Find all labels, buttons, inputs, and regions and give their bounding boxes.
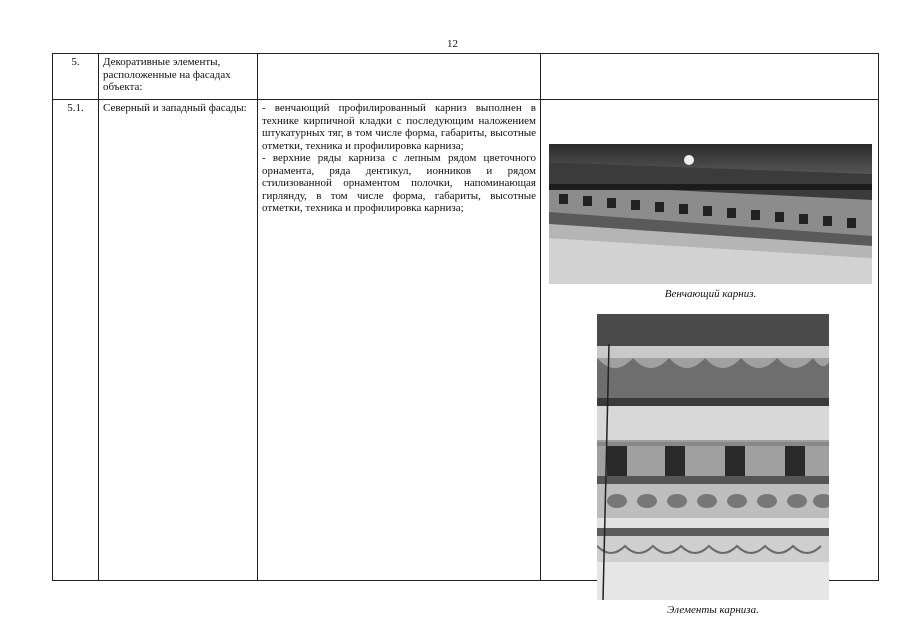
cornice-photo-image — [549, 144, 872, 284]
page-number: 12 — [447, 38, 458, 50]
empty-cell — [541, 54, 879, 100]
properties-table — [52, 53, 879, 616]
cornice-photo — [549, 144, 872, 284]
description-cell — [258, 100, 541, 581]
row-number: 5. — [53, 54, 99, 100]
cornice-elements-photo — [597, 314, 829, 600]
photo-caption: Венчающий карниз. — [664, 288, 757, 300]
cornice-elements-photo-image — [597, 314, 829, 600]
facade-title: Северный и западный фасады: — [99, 100, 258, 581]
table-row — [53, 100, 879, 581]
description-item: - венчающий профилированный карниз выполнен в технике кирпичной кладки с последующим наложением штукатурных тяг, в том числе форма, габариты, высотные отметки, техника и профилировка карниза; — [262, 102, 536, 152]
section-title: Декоративные элементы, расположенные на фасадах объекта: — [99, 54, 258, 100]
empty-cell — [258, 54, 541, 100]
row-number: 5.1. — [53, 100, 99, 581]
photo-cell — [541, 100, 879, 616]
table-row — [53, 54, 879, 100]
description-item: - верхние ряды карниза с лепным рядом цветочного орнамента, ряда дентикул, ионников и рядом стилизованной орнаментом полочки, напоминающая гирлянду, в том числе форма, габариты, высотные отметки, техника и профилировка карниза; — [262, 152, 536, 214]
photo-caption: Элементы карниза. — [667, 604, 759, 616]
